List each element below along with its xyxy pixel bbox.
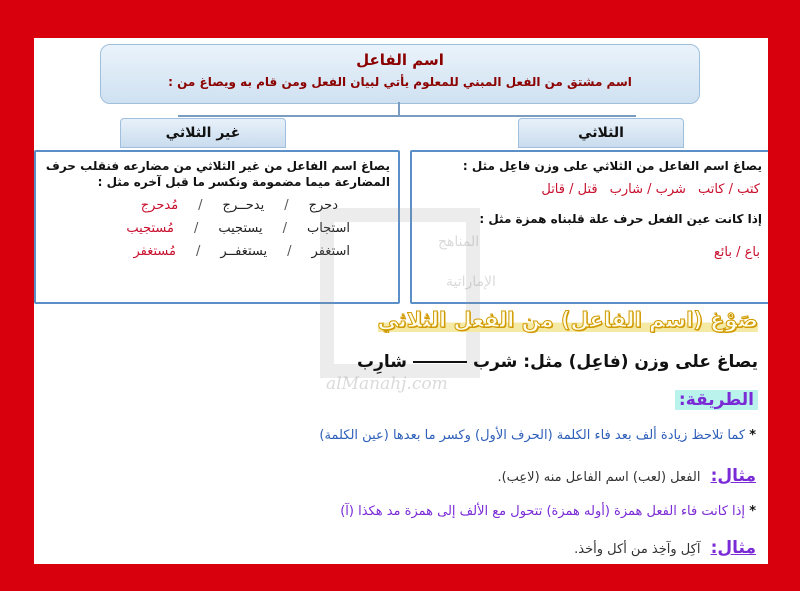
example-text: الفعل (لعب) اسم الفاعل منه (لاعِب). — [497, 470, 701, 485]
rule-prefix: يصاغ على وزن (فاعِل) مثل: شرب — [473, 352, 758, 372]
example-baa: باع / بائع — [713, 245, 760, 260]
example-text: آكِل وآخِذ من أكل وأخذ. — [574, 542, 701, 557]
connector-vertical — [398, 102, 400, 116]
note-text: كما تلاحظ زيادة ألف بعد فاء الكلمة (الحرف الأول) وكسر ما بعدها (عين الكلمة) — [319, 428, 746, 443]
separator: / — [287, 244, 292, 259]
non-triliteral-heading-1: يصاغ اسم الفاعل من غير الثلاثي من مضارعه فنقلب حرف — [45, 159, 390, 173]
example-line — [574, 538, 756, 558]
watermark-text: الإماراتية — [446, 274, 496, 290]
watermark-text: المناهج — [438, 234, 480, 250]
bullet-star: * — [749, 428, 756, 443]
definition-banner — [100, 44, 700, 104]
rule-line — [357, 352, 758, 372]
example-kataba: كتب / كاتب — [697, 182, 760, 197]
tab-non-triliteral: غير الثلاثي — [120, 118, 286, 148]
verb-present: يستجيب — [218, 221, 263, 236]
triliteral-examples-row — [412, 174, 768, 197]
verb-past: استغفر — [311, 244, 350, 259]
section-title: صَوْغ (اسم الفاعل) من الفعل الثلاثي — [377, 308, 758, 332]
triliteral-heading: يصاغ اسم الفاعل من الثلاثي على وزن فاعِل مثل : — [462, 159, 762, 173]
example-label: مثال: — [710, 538, 756, 558]
separator: / — [282, 221, 287, 236]
separator: / — [193, 221, 199, 236]
verb-present: يستغفــر — [220, 244, 268, 259]
example-shariba: شرب / شارب — [609, 182, 686, 197]
rule-suffix: شارِب — [357, 352, 407, 372]
triliteral-subheading: إذا كانت عين الفعل حرف علة قلبناه همزة مثل : — [479, 212, 762, 226]
worksheet-page — [34, 38, 768, 564]
verb-past: استجاب — [306, 221, 350, 236]
note-line — [319, 428, 756, 443]
example-qatala: قتل / قاتل — [541, 182, 598, 197]
active-participle: مُستجيب — [126, 221, 174, 236]
method-label: الطريقة: — [675, 390, 758, 410]
verb-present: يدحــرج — [222, 198, 265, 213]
note-line — [340, 504, 756, 519]
banner-title: اسم الفاعل — [356, 51, 444, 69]
example-label: مثال: — [710, 466, 756, 486]
non-triliteral-heading-2: المضارعة ميما مضمومة ونكسر ما قبل آخره مثل : — [97, 175, 390, 189]
active-participle: مُستغفر — [133, 244, 176, 259]
tab-triliteral: الثلاثي — [518, 118, 684, 148]
watermark-site: alManahj.com — [326, 374, 448, 394]
separator: / — [284, 198, 289, 213]
active-participle: مُدحرج — [140, 198, 179, 213]
separator: / — [195, 244, 201, 259]
example-line — [497, 466, 756, 486]
banner-definition: اسم مشتق من الفعل المبني للمعلوم يأتي لبيان الفعل ومن قام به ويصاغ من : — [168, 75, 632, 89]
bullet-star: * — [749, 504, 756, 519]
connector-horizontal — [178, 115, 636, 117]
separator: / — [198, 198, 203, 213]
note-text: إذا كانت فاء الفعل همزة (أوله همزة) تتحول مع الألف إلى همزة مد هكذا (آ) — [340, 504, 746, 519]
arrow-dash — [413, 361, 467, 363]
verb-past: دحرج — [308, 198, 338, 213]
